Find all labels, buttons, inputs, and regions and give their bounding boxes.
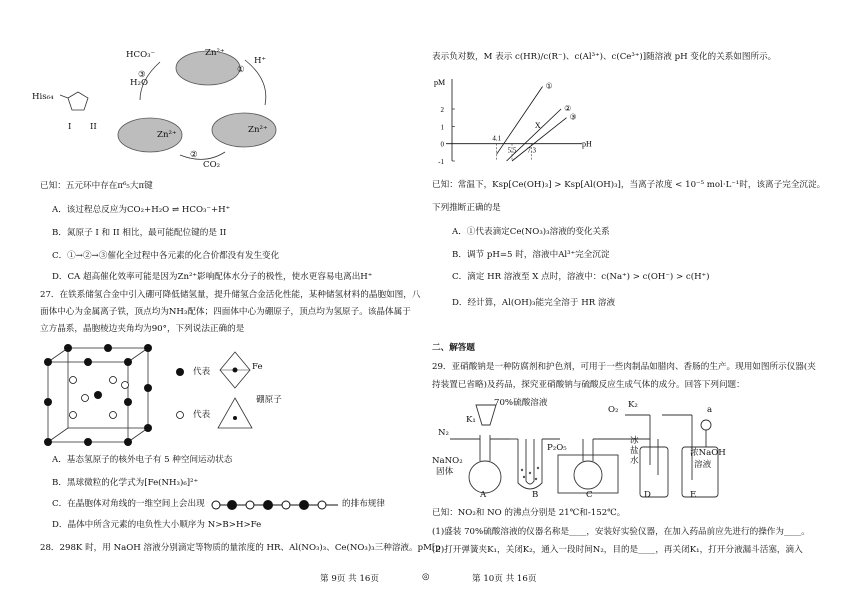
label-b: B (532, 490, 539, 500)
q27-option-d: D．晶体中所含元素的电负性大小顺序为 N>B>H>Fe (52, 520, 262, 530)
label-a: A (480, 490, 487, 500)
step3-label: ③ (138, 70, 146, 80)
y-tick-label: 0 (440, 140, 444, 149)
q28-option-c: C．滴定 HR 溶液至 X 点时，溶液中：c(Na⁺) > c(OH⁻) > c(H⁺) (452, 272, 710, 282)
x-axis-label: pH (582, 139, 592, 149)
q26-option-d: D．CA 超高催化效率可能是因为Zn²⁺影响配体水分子的极性，使水更容易电离出H⁺ (52, 272, 373, 282)
q27-stem-3: 立方晶系，晶胞棱边夹角均为90°，下列说法正确的是 (40, 324, 245, 334)
q28-option-d: D．经计算，Al(OH)₃能完全溶于 HR 溶液 (452, 298, 616, 308)
q29-stem-1: 29．亚硝酸钠是一种防腐剂和护色剂，可用于一些肉制品如腊肉、香肠的生产。现用如图所示仪器(夹 (432, 362, 816, 372)
x-tick-label: 4.1 (492, 134, 502, 143)
q27-stem-1: 27．在铁系储氢合金中引入硼可降低储氢量，提升储氢合金活化性能，某种储氢材料的晶胞如图，八 (40, 290, 421, 300)
legend-white-text: 代表 (193, 410, 211, 420)
series-label-2: ② (564, 104, 572, 113)
q29-part1: (1)盛装 70%硫酸溶液的仪器名称是____，安装好实验仪器，在加入药品前应先进行的操作为____。 (432, 527, 810, 537)
naoh-solution-label: 溶液 (694, 460, 712, 470)
y-axis-label: pM (434, 78, 446, 87)
k1-label: K₁ (466, 415, 476, 425)
pm-ph-chart (432, 75, 592, 175)
o2-label: O₂ (608, 405, 619, 415)
n2-label: N₂ (438, 428, 449, 438)
solid-label: 固体 (436, 467, 454, 477)
q27-option-c-tail: 的排布规律 (342, 499, 385, 509)
h2o-label: H₂O (130, 78, 148, 88)
y-tick-label: 1 (440, 123, 444, 132)
zn-catalysis-diagram (40, 40, 310, 170)
ksp-condition: 已知：常温下，Ksp[Ce(OH)₃] > Ksp[Al(OH)₃]，当离子浓度 < 10⁻⁵ mol·L⁻¹时，该离子完全沉淀。 (432, 180, 826, 190)
known-condition: 已知：五元环中存在π⁶₅大π键 (40, 181, 153, 191)
q28-option-a: A．①代表滴定Ce(NO₃)₃溶液的变化关系 (452, 227, 610, 237)
q28-option-b: B．调节 pH=5 时，溶液中Al³⁺完全沉淀 (452, 250, 610, 260)
q26-option-c: C．①→②→③催化全过程中各元素的化合价都没有发生变化 (52, 251, 280, 261)
q26-option-b: B．氮原子 I 和 II 相比，最可能配位键的是 II (52, 228, 227, 238)
p2o5-label: P₂O₅ (547, 443, 567, 453)
x-tick-label: 5.5 (507, 146, 517, 155)
x-tick-label: 7.3 (527, 146, 537, 155)
series-label-3: ③ (569, 112, 577, 122)
page-number-left: 第 9页 共 16页 (320, 574, 379, 584)
step1-label: ① (237, 65, 245, 75)
label-d: D (644, 490, 651, 500)
zn-right-label: Zn²⁺ (248, 125, 268, 135)
boiling-point-note: 已知：NO₂和 NO 的沸点分别是 21℃和-152℃。 (432, 508, 626, 518)
label-e: E (690, 490, 697, 500)
label-c: C (586, 490, 593, 500)
point-x-label: X (534, 121, 541, 131)
acid-label: 70%硫酸溶液 (494, 398, 548, 408)
imidazole-ring (68, 92, 88, 110)
binding-mark: ◎ (422, 572, 430, 582)
nano2-label: NaNO₂ (432, 456, 463, 466)
q27-option-a: A．基态氢原子的核外电子有 5 种空间运动状态 (52, 455, 233, 465)
a-label: a (707, 405, 713, 415)
zn-top-label: Zn²⁺ (205, 48, 225, 58)
step2-label: ② (190, 150, 198, 160)
ice-salt-water-label: 冰盐水 (630, 436, 639, 466)
q27-stem-2: 面体中心为金属离子铁，顶点均为NH₃配体；四面体中心为硼原子，顶点均为氢原子。该晶体属于 (40, 307, 411, 317)
legend-boron: 硼原子 (256, 395, 282, 405)
q29-part2: (2)打开弹簧夹K₁，关闭K₂，通入一段时间N₂，目的是____，再关闭K₁，打开分液漏斗活塞，滴入 (432, 545, 803, 555)
diagonal-sequence (210, 498, 340, 512)
his64-label: His₆₄ (32, 92, 54, 102)
hplus-label: H⁺ (254, 56, 267, 66)
zn-bottom-label: Zn²⁺ (157, 130, 177, 140)
q26-option-a: A．该过程总反应为CO₂+H₂O ⇌ HCO₃⁻+H⁺ (52, 205, 231, 215)
n1-label: I (68, 122, 72, 132)
y-tick-label: -1 (438, 158, 444, 166)
hco3-label: HCO₃⁻ (126, 50, 156, 60)
co2-label: CO₂ (203, 160, 221, 170)
k2-label: K₂ (628, 400, 638, 410)
q27-option-b: B．黑球微粒的化学式为[Fe(NH₃)₆]²⁺ (52, 478, 199, 488)
legend-black-text: 代表 (193, 367, 211, 377)
naoh-label: 浓NaOH (690, 448, 726, 458)
series-label-1: ① (545, 81, 553, 91)
legend-fe: Fe (252, 362, 263, 372)
y-tick-label: 2 (440, 106, 444, 114)
judge-prompt: 下列推断正确的是 (432, 203, 501, 213)
q28-stem: 28．298K 时，用 NaOH 溶液分别滴定等物质的量浓度的 HR、Al(NO₃)₃、Ce(NO₃)₃三种溶液。pM[p (40, 543, 441, 553)
q29-stem-2: 持装置已省略)及药品，探究亚硝酸钠与硫酸反应生成气体的成分。回答下列问题： (432, 380, 745, 390)
page-number-right: 第 10页 共 16页 (472, 574, 537, 584)
section-title: 二、解答题 (432, 343, 475, 353)
n2-label: II (90, 122, 97, 132)
q28-intro: 表示负对数，M 表示 c(HR)/c(R⁻)、c(Al³⁺)、c(Ce³⁺)]随溶液 pH 变化的关系如图所示。 (432, 52, 777, 62)
q27-option-c: C．在晶胞体对角线的一维空间上会出现 (52, 499, 205, 509)
